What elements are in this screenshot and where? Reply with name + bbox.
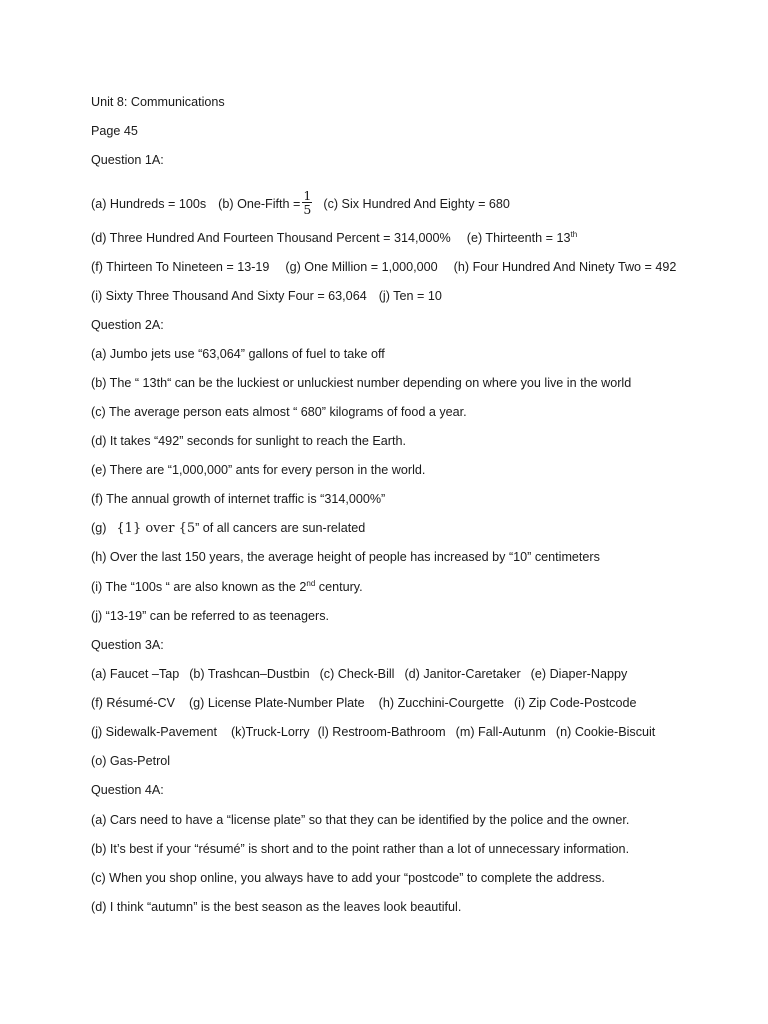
question-3a-row-1	[91, 666, 627, 682]
answer-3a-h: (h) Zucchini-Courgette	[378, 696, 504, 710]
question-1a-line-1	[91, 188, 510, 217]
answer-3a-e: (e) Diaper-Nappy	[530, 667, 628, 681]
answer-1a-e: (e) Thirteenth = 13	[466, 231, 571, 245]
answer-2a-d: (d) It takes “492” seconds for sunlight to reach the Earth.	[91, 434, 407, 448]
question-1a-heading: Question 1A:	[91, 153, 164, 167]
page-reference: Page 45	[91, 124, 138, 138]
answer-2a-c: (c) The average person eats almost “ 680” kilograms of food a year.	[91, 405, 467, 419]
answer-3a-m: (m) Fall-Autunm	[455, 725, 546, 739]
question-3a-row-3	[91, 724, 655, 740]
answer-1a-j: (j) Ten = 10	[378, 289, 442, 303]
answer-3a-j: (j) Sidewalk-Pavement	[91, 725, 217, 739]
answer-1a-d: (d) Three Hundred And Fourteen Thousand Percent = 314,000%	[91, 231, 451, 245]
answer-3a-f: (f) Résumé-CV	[91, 696, 175, 710]
answer-2a-f: (f) The annual growth of internet traffic is “314,000%”	[91, 492, 386, 506]
fraction-one-fifth	[302, 189, 312, 216]
answer-2a-e: (e) There are “1,000,000” ants for every person in the world.	[91, 463, 426, 477]
answer-2a-g-equation: {1} over {5	[116, 521, 196, 536]
answer-1a-c: (c) Six Hundred And Eighty = 680	[323, 196, 510, 211]
answer-3a-g: (g) License Plate-Number Plate	[188, 696, 365, 710]
answer-3a-a: (a) Faucet –Tap	[91, 667, 180, 681]
answer-1a-e-superscript: th	[570, 230, 578, 239]
answer-2a-h: (h) Over the last 150 years, the average height of people has increased by “10” centimeters	[91, 550, 600, 564]
answer-3a-o: (o) Gas-Petrol	[91, 754, 171, 768]
question-1a-line-4	[91, 288, 442, 304]
question-3a-row-2	[91, 695, 636, 711]
fraction-numerator: 1	[303, 188, 312, 203]
answer-2a-j: (j) “13-19” can be referred to as teenagers.	[91, 609, 330, 623]
answer-2a-g-label: (g)	[91, 521, 107, 535]
answer-2a-i-text: (i) The “100s “ are also known as the 2	[91, 580, 307, 594]
answer-2a-i-rest: century.	[315, 580, 363, 594]
answer-1a-h: (h) Four Hundred And Ninety Two = 492	[453, 260, 677, 274]
question-4a-heading: Question 4A:	[91, 783, 164, 797]
answer-1a-f: (f) Thirteen To Nineteen = 13-19	[91, 260, 270, 274]
answer-1a-b: (b) One-Fifth =	[218, 196, 301, 211]
question-2a-heading: Question 2A:	[91, 318, 164, 332]
answer-2a-i	[91, 579, 363, 595]
unit-title: Unit 8: Communications	[91, 95, 225, 109]
answer-1a-i: (i) Sixty Three Thousand And Sixty Four = 63,064	[91, 289, 367, 303]
answer-2a-a: (a) Jumbo jets use “63,064” gallons of fuel to take off	[91, 347, 385, 361]
answer-2a-b: (b) The “ 13th“ can be the luckiest or unluckiest number depending on where you live in the world	[91, 376, 632, 390]
answer-2a-g-rest: ” of all cancers are sun-related	[195, 521, 366, 535]
answer-3a-d: (d) Janitor-Caretaker	[404, 667, 521, 681]
answer-3a-l: (l) Restroom-Bathroom	[317, 725, 446, 739]
answer-4a-c: (c) When you shop online, you always have to add your “postcode” to complete the address.	[91, 871, 605, 885]
answer-1a-a: (a) Hundreds = 100s	[91, 196, 207, 211]
answer-3a-i: (i) Zip Code-Postcode	[513, 696, 637, 710]
question-3a-heading: Question 3A:	[91, 638, 164, 652]
answer-4a-b: (b) It’s best if your “résumé” is short and to the point rather than a lot of unnecessary information.	[91, 842, 630, 856]
answer-4a-d: (d) I think “autumn” is the best season as the leaves look beautiful.	[91, 900, 462, 914]
question-1a-line-3	[91, 259, 676, 275]
answer-3a-c: (c) Check-Bill	[319, 667, 395, 681]
answer-2a-g	[91, 520, 365, 536]
question-1a-line-2	[91, 230, 577, 246]
answer-4a-a: (a) Cars need to have a “license plate” so that they can be identified by the police and the owner.	[91, 813, 630, 827]
answer-1a-g: (g) One Million = 1,000,000	[285, 260, 438, 274]
answer-3a-n: (n) Cookie-Biscuit	[555, 725, 656, 739]
answer-3a-b: (b) Trashcan–Dustbin	[189, 667, 310, 681]
answer-2a-i-superscript: nd	[306, 579, 316, 588]
answer-3a-k: (k)Truck-Lorry	[230, 725, 310, 739]
fraction-denominator: 5	[303, 202, 312, 217]
